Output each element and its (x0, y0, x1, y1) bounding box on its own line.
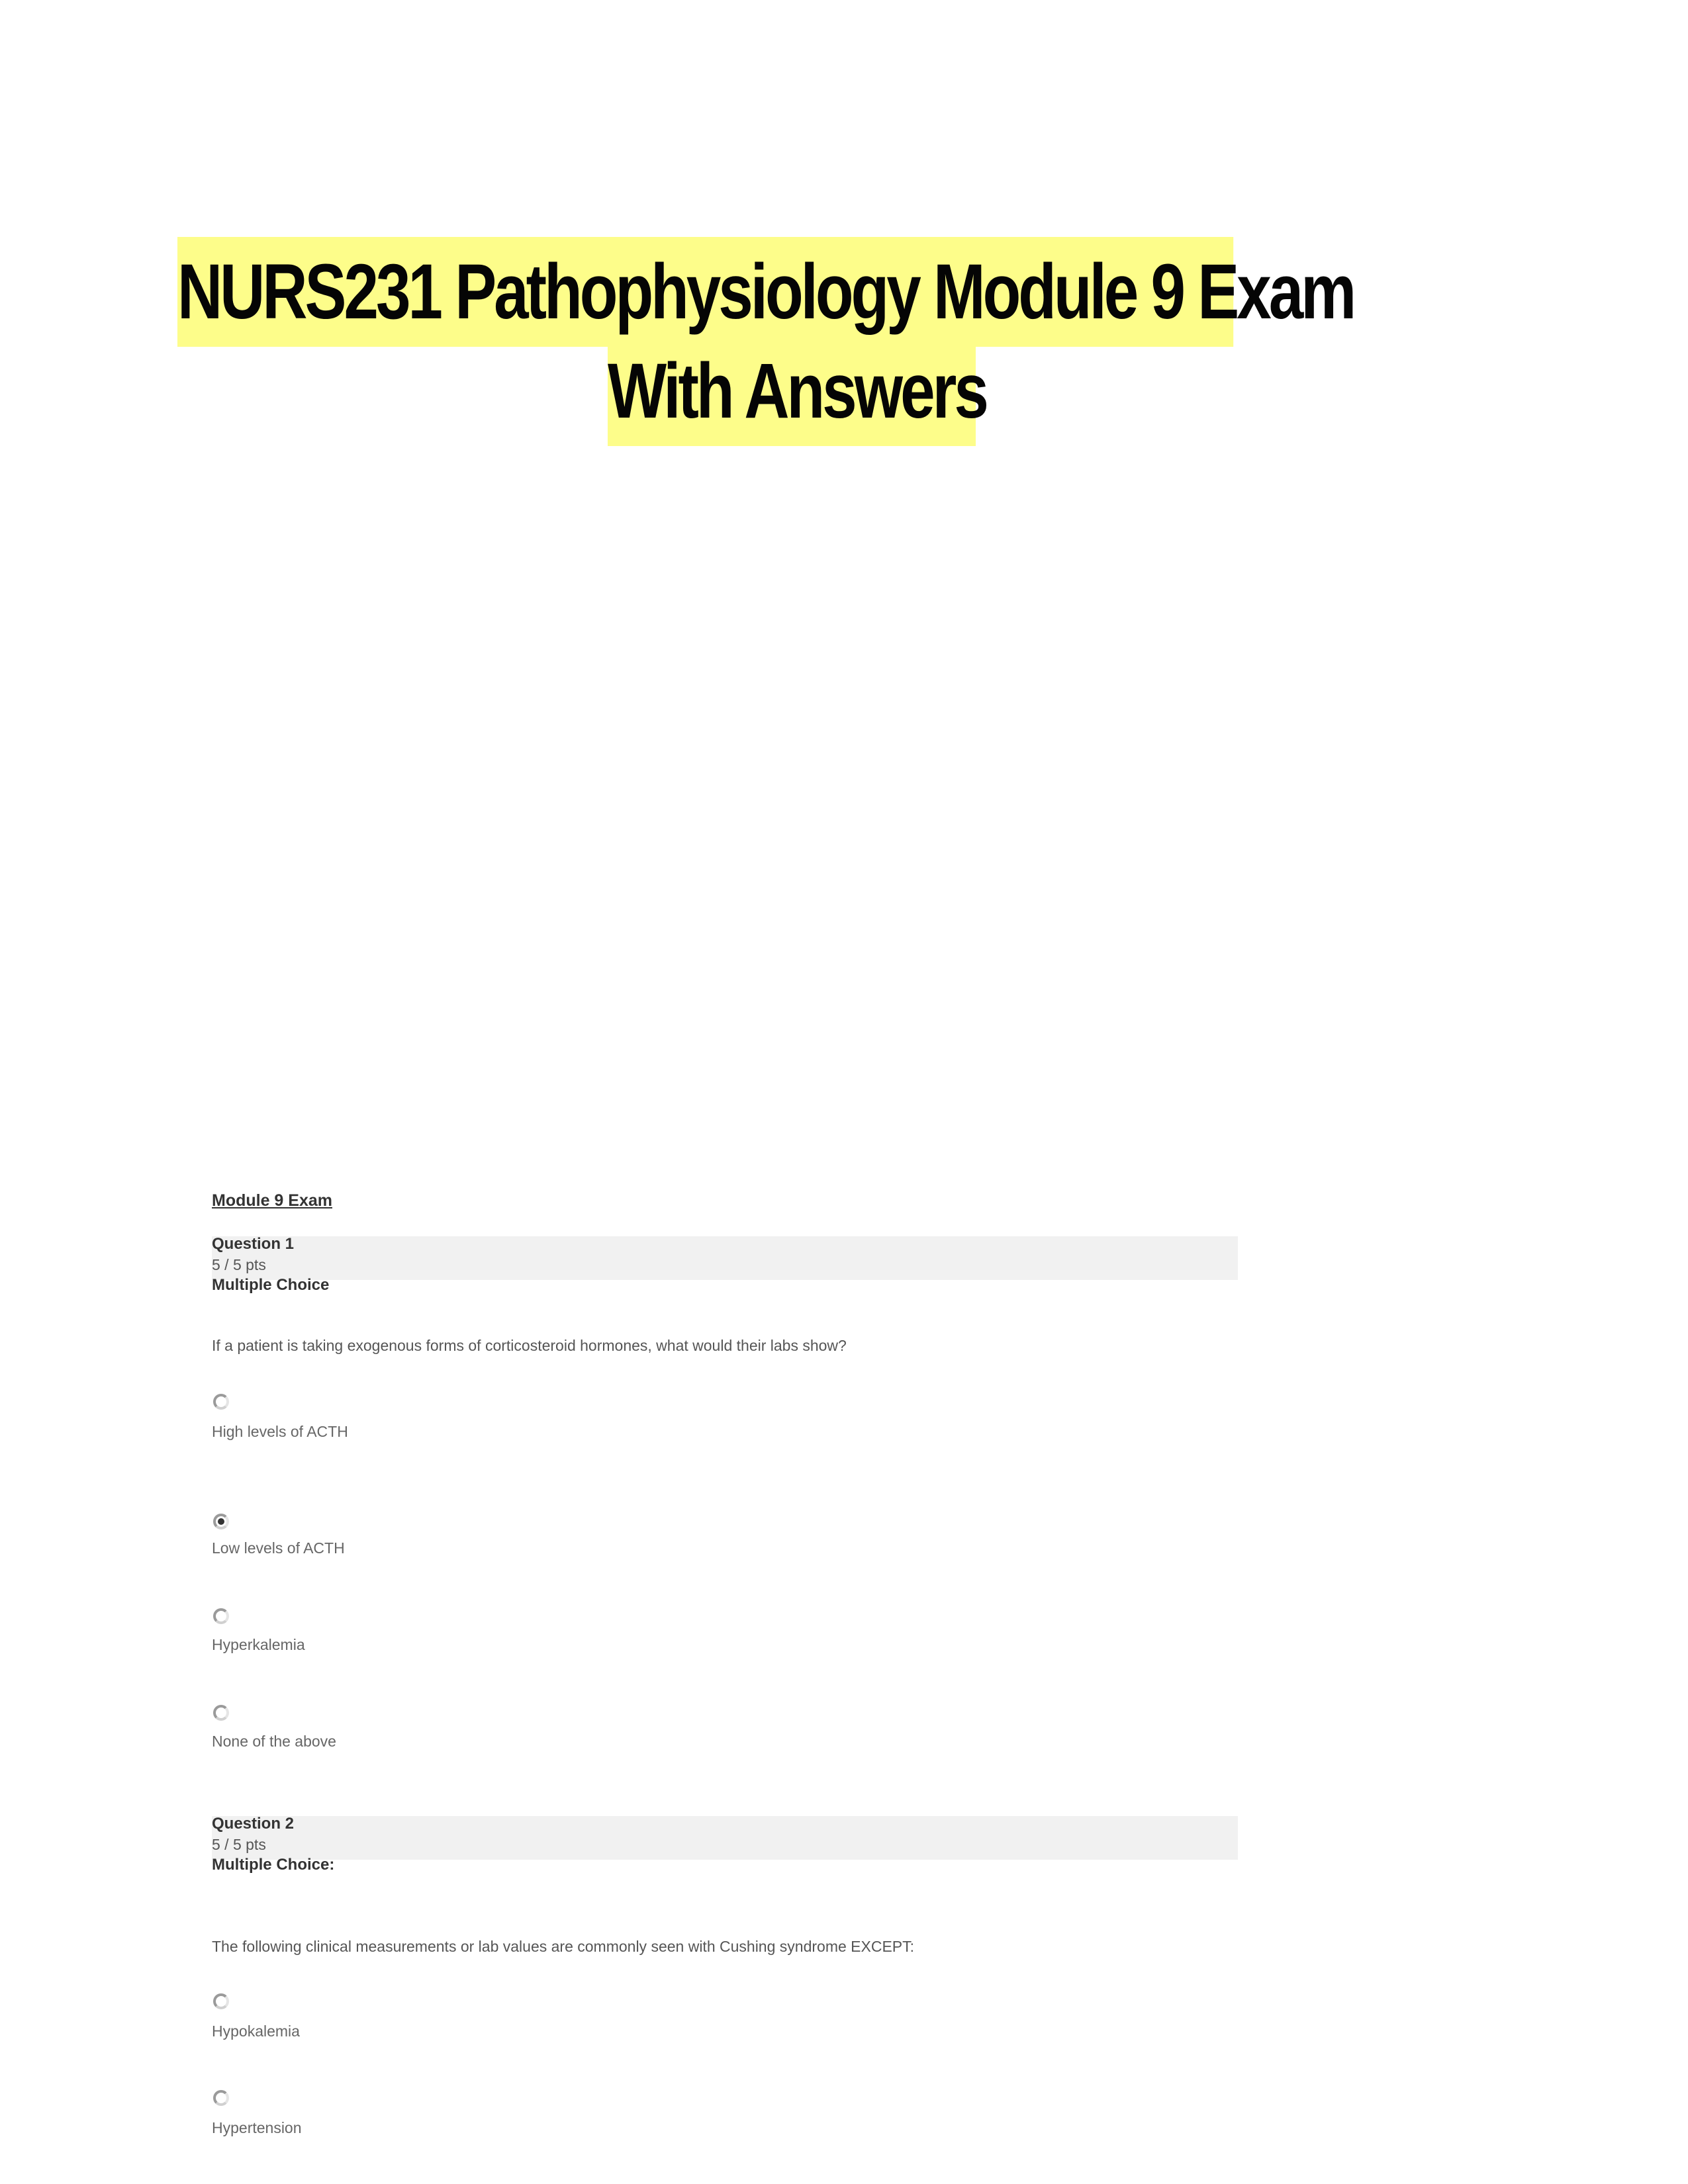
exam-heading[interactable]: Module 9 Exam (212, 1191, 332, 1210)
question-2-title: Question 2 (212, 1815, 295, 1833)
question-1-title: Question 1 (212, 1235, 295, 1253)
question-2-type: Multiple Choice: (212, 1856, 335, 1874)
question-1-points: 5 / 5 pts (212, 1256, 266, 1273)
question-1-option-3-label: Hyperkalemia (212, 1636, 305, 1653)
question-1-option-4-radio[interactable] (213, 1705, 229, 1721)
question-2-option-1-radio[interactable] (213, 1993, 229, 2009)
question-1-header-bar (212, 1236, 1238, 1280)
document-title-line-2: With Answers (608, 336, 976, 446)
question-2-text: The following clinical measurements or lab values are commonly seen with Cushing syndrome EXCEPT: (212, 1938, 915, 1955)
question-1-option-4-label: None of the above (212, 1733, 336, 1750)
question-2-option-2-label: Hypertension (212, 2119, 302, 2136)
question-1-type: Multiple Choice (212, 1276, 330, 1294)
question-1-option-1-label: High levels of ACTH (212, 1423, 348, 1440)
question-1-option-1-radio[interactable] (213, 1394, 229, 1410)
question-2-header-bar (212, 1816, 1238, 1860)
question-1-option-2-radio[interactable] (213, 1514, 229, 1529)
question-2-option-1-label: Hypokalemia (212, 2023, 300, 2040)
question-1-option-2-label: Low levels of ACTH (212, 1539, 345, 1557)
question-2-points: 5 / 5 pts (212, 1836, 266, 1853)
document-title-line-1: NURS231 Pathophysiology Module 9 Exam (177, 237, 1233, 347)
question-1-text: If a patient is taking exogenous forms of corticosteroid hormones, what would their labs show? (212, 1337, 847, 1354)
question-1-option-3-radio[interactable] (213, 1608, 229, 1624)
question-2-option-2-radio[interactable] (213, 2090, 229, 2106)
